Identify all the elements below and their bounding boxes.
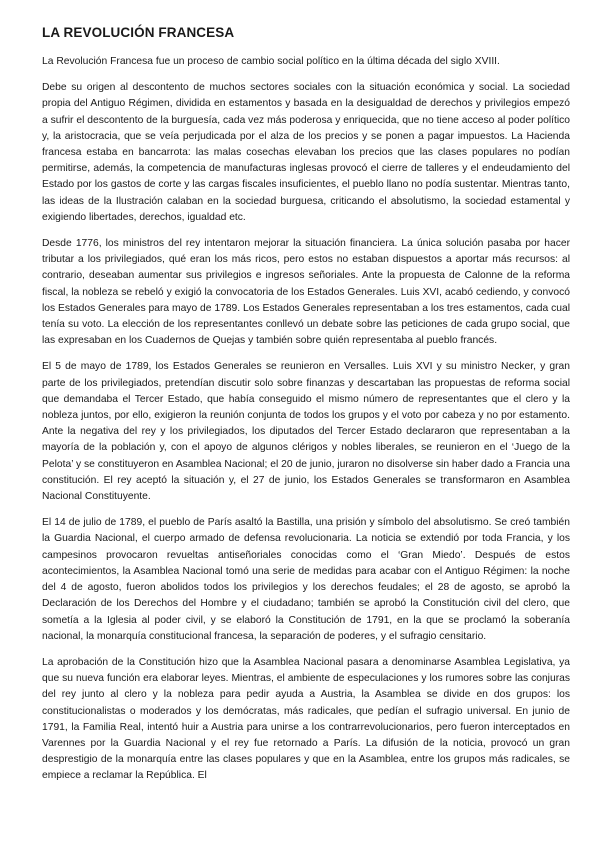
paragraph-intro: La Revolución Francesa fue un proceso de cambio social político en la última década del siglo XVIII. [42, 56, 500, 67]
paragraph-origins: Debe su origen al descontento de muchos sectores sociales con la situación económica y social. La sociedad propia del Antiguo Régimen, dividida en estamentos y basada en la desigualdad de derechos y privilegios empezó a sufrir el descontento de la burguesía, cada vez más poderosa y enriquecida, que no tiene acceso al poder político y, la aristocracia, que se veía perjudicada por el alza de los precios y se ponen a pagar impuestos. La Hacienda francesa estaba en bancarrota: las malas cosechas elevaban los precios que las clases populares no podían permitirse, además, la competencia de manufacturas inglesas provocó el cierre de talleres y el endeudamiento del Estado por los gastos de corte y las cargas fiscales insuficientes, el pueblo llano no podía sustentar. Mientras tanto, las ideas de la Ilustración calaban en la sociedad burguesa, criticando el absolutismo, la sociedad estamental y exigiendo libertades, derechos, igualdad etc. [42, 82, 570, 223]
paragraph-estates-general-call: Desde 1776, los ministros del rey intentaron mejorar la situación financiera. La única solución pasaba por hacer tributar a los privilegiados, qué eran los más ricos, pero estos no estaban dispuestos a aportar más recursos: al contrario, deseaban aumentar sus privilegios e ingresos señoriales. Ante la propuesta de Calonne de la reforma fiscal, la nobleza se rebeló y exigió la convocatoria de los Estados Generales. Luis XVI, acabó cediendo, y convocó los Estados Generales para mayo de 1789. Los Estados Generales representaban a los tres estamentos, cada cual tenía su voto. La elección de los representantes conllevó un debate sobre las peticiones de cada grupo social, que las expresaban en los Cuadernos de Quejas y también sobre quién representaba al pueblo francés. [42, 238, 570, 347]
paragraph-bastille: El 14 de julio de 1789, el pueblo de París asaltó la Bastilla, una prisión y símbolo del absolutismo. Se creó también la Guardia Nacional, el cuerpo armado de defensa revolucionaria. La noticia se extendió por toda Francia, y los campesinos provocaron revueltas antiseñoriales conocidas como el ‘Gran Miedo’. Después de estos acontecimientos, la Asamblea Nacional tomó una serie de medidas para acabar con el Antiguo Régimen: la noche del 4 de agosto, fueron abolidos todos los privilegios y los derechos feudales; el 28 de agosto, se aprobó la Declaración de los Derechos del Hombre y el ciudadano; también se aprobó la Constitución civil del clero, que sometía a la Iglesia al poder civil, y se elaboró la Constitución de 1791, en la que se proclamó la soberanía nacional, la monarquía constitucional francesa, la separación de poderes, y el sufragio censitario. [42, 517, 570, 642]
document-title: LA REVOLUCIÓN FRANCESA [42, 25, 235, 40]
paragraph-legislative-assembly: La aprobación de la Constitución hizo que la Asamblea Nacional pasara a denominarse Asamblea Legislativa, ya que su nueva función era elaborar leyes. Mientras, el ambiente de especulaciones y los rumores sobre las conjuras del rey junto al clero y la nobleza para pedir ayuda a Austria, la Asamblea se divide en dos grupos: los constitucionalistas o moderados y los demócratas, más radicales, que pedían el sufragio universal. En junio de 1791, la Familia Real, intentó huir a Austria para unirse a los contrarrevolucionarios, pero fueron interceptados en Varennes por la Guardia Nacional y el rey fue retornado a París. La difusión de la noticia, provocó un gran desprestigio de la monarquía entre las clases populares y que en la Asamblea, entre los grupos más radicales, se empiece a reclamar la República. El [42, 656, 570, 782]
document-page [42, 24, 570, 795]
paragraph-national-assembly: El 5 de mayo de 1789, los Estados Generales se reunieron en Versalles. Luis XVI y su ministro Necker, y gran parte de los privilegiados, pretendían discutir solo sobre finanzas y descartaban las propuestas de reforma social que demandaba el Tercer Estado, que había conseguido el mismo número de representantes que el clero y la nobleza juntos, por ello, exigieron la reunión conjunta de todos los grupos y el voto por cabeza y no por estamento. Ante la negativa del rey y los privilegiados, los diputados del Tercer Estado declararon que representaban a la mayoría de la población y, con el apoyo de algunos clérigos y nobles liberales, se reunieron en el ‘Juego de la Pelota’ y se constituyeron en Asamblea Nacional; el 20 de junio, juraron no disolverse sin haber dado a Francia una constitución. El rey aceptó la situación y, el 27 de junio, los Estados Generales se transformaron en Asamblea Nacional Constituyente. [42, 361, 570, 503]
